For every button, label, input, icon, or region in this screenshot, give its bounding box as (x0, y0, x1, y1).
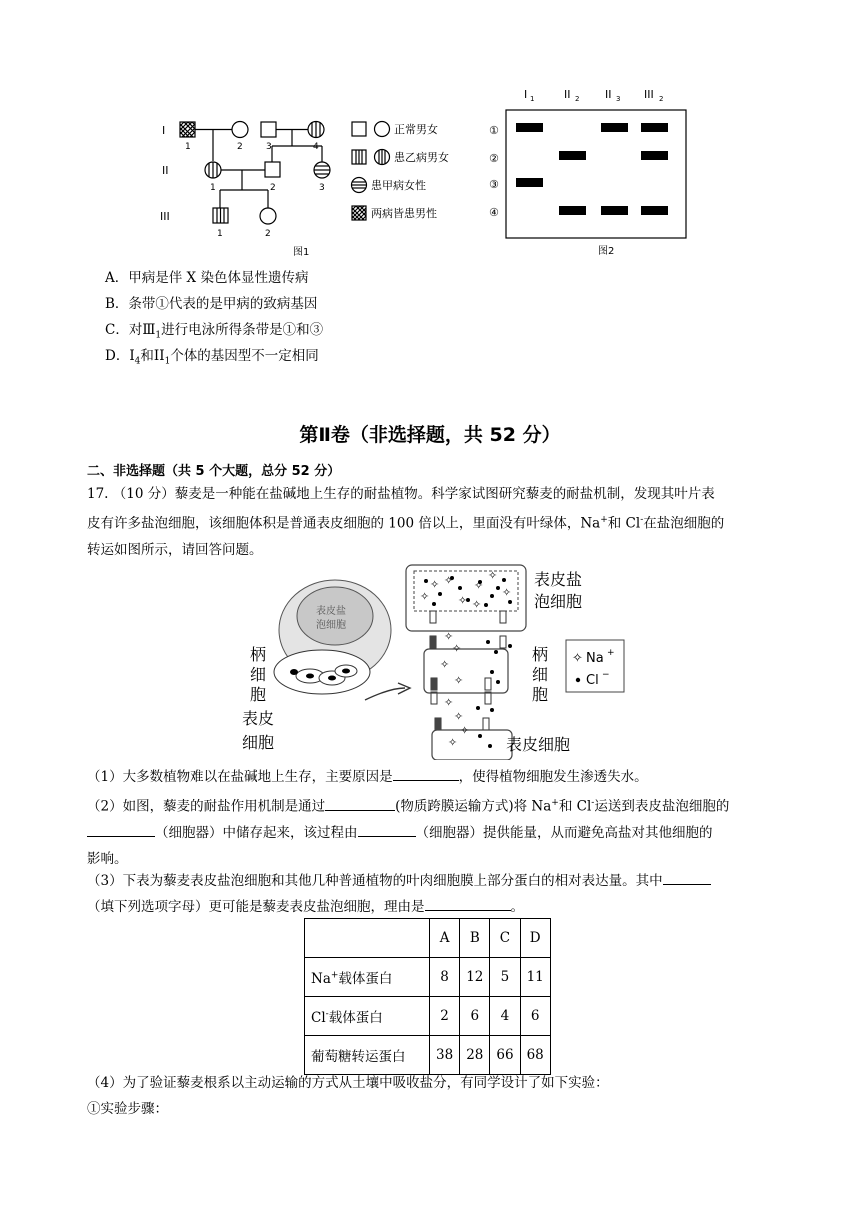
svg-text:2: 2 (659, 95, 664, 103)
gen-I-label: I (162, 124, 166, 137)
gen-II-label: II (162, 164, 169, 177)
blank-3b[interactable] (425, 896, 511, 911)
II2-normal-male (265, 162, 280, 177)
protein-expression-table (304, 918, 551, 1075)
band (559, 151, 586, 160)
I3-normal-male (261, 122, 276, 137)
svg-text:表皮细胞: 表皮细胞 (506, 735, 571, 754)
svg-text:胞: 胞 (250, 685, 267, 704)
svg-text:泡细胞: 泡细胞 (316, 620, 346, 631)
option-b: B．条带①代表的是甲病的致病基因 (105, 296, 318, 312)
svg-text:✧: ✧ (452, 642, 462, 655)
svg-text:✧: ✧ (448, 736, 458, 749)
svg-text:✧: ✧ (420, 590, 430, 603)
pedigree-figure (150, 110, 470, 260)
svg-text:1: 1 (185, 142, 191, 152)
svg-text:✧: ✧ (488, 569, 498, 582)
svg-text:柄: 柄 (532, 645, 549, 664)
legend-na-label: Na (586, 651, 604, 666)
option-a: A．甲病是伴 X 染色体显性遗传病 (105, 270, 309, 286)
svg-text:细胞: 细胞 (242, 733, 275, 752)
electrophoresis-figure (480, 80, 690, 260)
table-header: D (520, 919, 550, 958)
svg-text:表皮盐: 表皮盐 (316, 606, 346, 617)
table-header: C (490, 919, 520, 958)
svg-text:表皮: 表皮 (242, 709, 275, 728)
svg-text:✧: ✧ (502, 586, 512, 599)
band (641, 206, 668, 215)
svg-text:3: 3 (616, 95, 621, 103)
question-1: （1）大多数植物难以在盐碱地上生存，主要原因是 ，使得植物细胞发生渗透失水。 (87, 764, 787, 790)
III2-normal-female (260, 208, 276, 224)
svg-text:✧: ✧ (444, 574, 454, 587)
svg-text:✧: ✧ (444, 696, 454, 709)
svg-text:2: 2 (265, 229, 271, 239)
blank-3a[interactable] (663, 870, 711, 885)
svg-text:2: 2 (237, 142, 243, 152)
option-d: D．$I_4$和$II_1$个体的基因型不一定相同 (105, 348, 319, 367)
svg-text:胞: 胞 (532, 685, 549, 704)
question-4: （4）为了验证藜麦根系以主动运输的方式从土壤中吸收盐分，有同学设计了如下实验： ①实验步骤： (87, 1075, 609, 1117)
svg-text:✧: ✧ (454, 674, 464, 687)
band (516, 123, 543, 132)
table-header: B (460, 919, 490, 958)
svg-text:细: 细 (532, 665, 549, 684)
band (641, 123, 668, 132)
table-row: Na+载体蛋白 8 12 5 11 (305, 958, 551, 997)
svg-text:✧: ✧ (458, 594, 468, 607)
legend-both-label: 两病皆患男性 (371, 207, 437, 220)
svg-text:1: 1 (210, 183, 216, 193)
blank-1[interactable] (393, 766, 459, 781)
svg-text:1: 1 (530, 95, 535, 103)
fig1-caption: 图1 (293, 247, 310, 258)
svg-text:✧: ✧ (454, 710, 464, 723)
gen-III-label: III (160, 210, 170, 223)
legend-yi-label: 患乙病男女 (394, 151, 449, 164)
svg-text:I: I (524, 88, 528, 101)
legend-normal-male-icon (352, 122, 366, 136)
q17-intro: 17. （10 分）藜麦是一种能在盐碱地上生存的耐盐植物。科学家试图研究藜麦的耐盐机制，发现其叶片表 皮有许多盐泡细胞，该细胞体积是普通表皮细胞的 100 倍以上，里面没有叶绿体，Na+和 Cl-在盐泡细胞的 转运如图所示，请回答问题。 (87, 486, 725, 558)
svg-text:泡细胞: 泡细胞 (534, 592, 583, 611)
blank-2a[interactable] (325, 796, 395, 811)
svg-text:+: + (607, 648, 615, 658)
question-2: （2）如图，藜麦的耐盐作用机制是通过 (物质跨膜运输方式)将 Na+和 Cl-运送到表皮盐泡细胞的 （细胞器）中储存起来，该过程由 （细胞器）提供能量，从而避免高盐对其他细胞的 影响。 (87, 790, 787, 872)
svg-text:✧: ✧ (472, 598, 482, 611)
section-subtitle: 二、非选择题（共 5 个大题，总分 52 分） (87, 464, 341, 479)
band (601, 206, 628, 215)
table-header-row (305, 919, 551, 958)
band (516, 178, 543, 187)
band (559, 206, 586, 215)
table-header: A (430, 919, 460, 958)
svg-text:2: 2 (575, 95, 580, 103)
svg-text:✧: ✧ (572, 651, 583, 666)
legend-normal-female-icon (375, 122, 390, 137)
svg-text:✧: ✧ (460, 724, 470, 737)
blank-2c[interactable] (358, 822, 416, 837)
svg-text:−: − (602, 670, 610, 680)
table-row: Cl-载体蛋白 2 6 4 6 (305, 997, 551, 1036)
svg-text:柄: 柄 (250, 645, 267, 664)
blank-2b[interactable] (87, 822, 155, 837)
svg-text:✧: ✧ (440, 658, 450, 671)
svg-text:细: 细 (250, 665, 267, 684)
svg-text:✧: ✧ (444, 630, 454, 643)
fig2-caption: 图2 (598, 246, 615, 257)
svg-text:III: III (644, 88, 654, 101)
band-row-1-label: ① (489, 124, 499, 137)
band-row-2-label: ② (489, 152, 499, 165)
svg-text:2: 2 (270, 183, 276, 193)
svg-text:表皮盐: 表皮盐 (534, 570, 583, 589)
svg-text:1: 1 (217, 229, 223, 239)
svg-text:II: II (564, 88, 571, 101)
salt-bladder-figure (240, 560, 660, 760)
band (641, 151, 668, 160)
I2-normal-female (232, 122, 248, 138)
svg-text:4: 4 (313, 142, 319, 152)
table-row: 葡萄糖转运蛋白 38 28 66 68 (305, 1036, 551, 1075)
band-row-4-label: ④ (489, 206, 499, 219)
question-3: （3）下表为藜麦表皮盐泡细胞和其他几种普通植物的叶肉细胞膜上部分蛋白的相对表达量。其中 （填下列选项字母）更可能是藜麦表皮盐泡细胞，理由是 。 (87, 868, 787, 920)
svg-text:✧: ✧ (474, 579, 484, 592)
svg-text:3: 3 (319, 183, 325, 193)
svg-text:✧: ✧ (430, 578, 440, 591)
legend-cl-label: Cl (586, 673, 599, 688)
legend-normal-label: 正常男女 (394, 123, 438, 136)
option-c: C．对$Ⅲ_1$进行电泳所得条带是①和③ (105, 322, 324, 341)
svg-text:3: 3 (266, 142, 272, 152)
band-row-3-label: ③ (489, 178, 499, 191)
band (601, 123, 628, 132)
legend-jia-label: 患甲病女性 (371, 179, 426, 192)
section-title: 第Ⅱ卷（非选择题，共 52 分） (299, 424, 561, 446)
svg-text:II: II (605, 88, 612, 101)
